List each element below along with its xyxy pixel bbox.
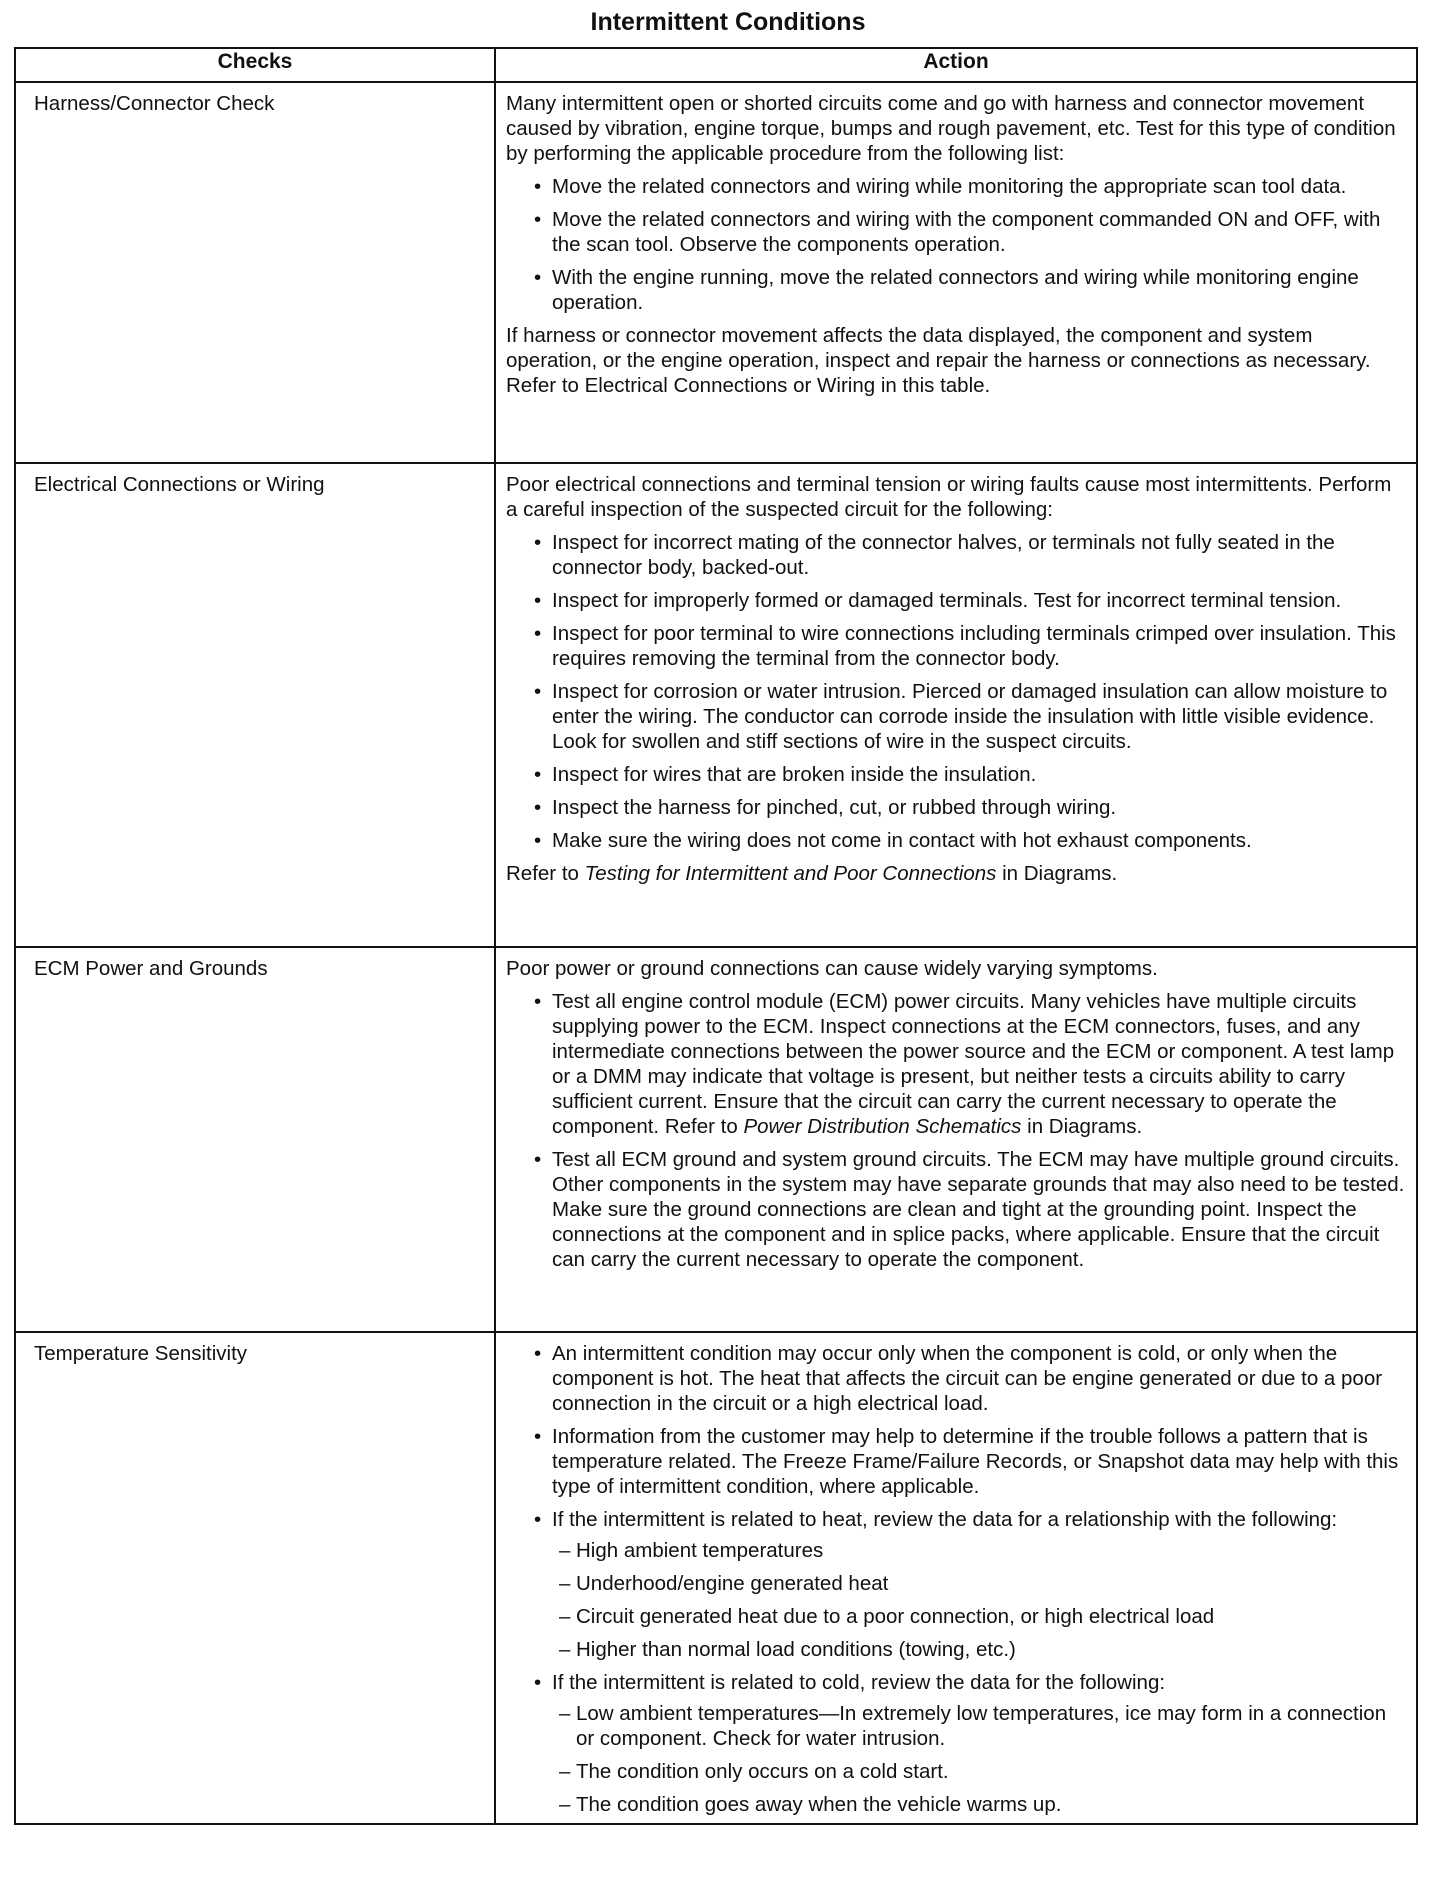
sub-list — [552, 1701, 1406, 1817]
list-item: • Inspect for improperly formed or damaged terminals. Test for incorrect terminal tension. — [552, 588, 1406, 613]
list-item: • An intermittent condition may occur only when the component is cold, or only when the component is hot. The heat that affects the circuit can be engine generated or due to a poor connection in the circuit or a high electrical load. — [552, 1341, 1406, 1416]
document-title: Intermittent Conditions — [590, 8, 866, 36]
table-row — [15, 947, 1417, 1332]
list-item: • With the engine running, move the related connectors and wiring while monitoring engine operation. — [552, 265, 1406, 315]
action-intro: Poor electrical connections and terminal tension or wiring faults cause most intermittents. Perform a careful inspection of the suspected circuit for the following: — [506, 473, 1392, 521]
action-cell — [495, 1332, 1417, 1824]
sub-list — [552, 1538, 1406, 1662]
bullet-text: If the intermittent is related to cold, review the data for the following: — [552, 1671, 1166, 1694]
bullet-list — [506, 174, 1406, 315]
outro-text: Refer to — [506, 862, 585, 885]
list-item: • Move the related connectors and wiring while monitoring the appropriate scan tool data. — [552, 174, 1406, 199]
list-item — [552, 1670, 1406, 1817]
list-item: • Move the related connectors and wiring with the component commanded ON and OFF, with the scan tool. Observe the components operation. — [552, 207, 1406, 257]
list-item: • Inspect the harness for pinched, cut, or rubbed through wiring. — [552, 795, 1406, 820]
check-label: Harness/Connector Check — [15, 82, 495, 463]
bullet-list — [506, 530, 1406, 853]
action-outro: If harness or connector movement affects the data displayed, the component and system operation, or the engine operation, inspect and repair the harness or connections as necessary. Refer to Electrical Connections or Wiring in this table. — [506, 324, 1371, 397]
sub-item: – Higher than normal load conditions (towing, etc.) — [576, 1637, 1406, 1662]
header-action: Action — [495, 48, 1417, 82]
table-row — [15, 82, 1417, 463]
list-item: • Inspect for incorrect mating of the connector halves, or terminals not fully seated in the connector body, backed-out. — [552, 530, 1406, 580]
sub-item: – Circuit generated heat due to a poor connection, or high electrical load — [576, 1604, 1406, 1629]
action-cell — [495, 947, 1417, 1332]
list-item: • Test all ECM ground and system ground circuits. The ECM may have multiple ground circuits. Other components in the system may have separate grounds that may also need to be tested. Make sure the ground connections are clean and tight at the grounding point. Inspect the connections at the component and in splice packs, where applicable. Ensure that the circuit can carry the current necessary to operate the component. — [552, 1147, 1406, 1272]
bullet-list — [506, 1341, 1406, 1817]
list-item: • Inspect for wires that are broken inside the insulation. — [552, 762, 1406, 787]
check-label: Electrical Connections or Wiring — [15, 463, 495, 947]
check-label: ECM Power and Grounds — [15, 947, 495, 1332]
outro-text: in Diagrams. — [996, 862, 1118, 885]
list-item: • Inspect for corrosion or water intrusion. Pierced or damaged insulation can allow moisture to enter the wiring. The conductor can corrode inside the insulation with little visible evidence. Look for swollen and stiff sections of wire in the suspect circuits. — [552, 679, 1406, 754]
list-item: • Information from the customer may help to determine if the trouble follows a pattern that is temperature related. The Freeze Frame/Failure Records, or Snapshot data may help with this type of intermittent condition, where applicable. — [552, 1424, 1406, 1499]
reference-title: Testing for Intermittent and Poor Connections — [584, 862, 997, 885]
sub-item: – Low ambient temperatures—In extremely low temperatures, ice may form in a connection or component. Check for water intrusion. — [576, 1701, 1406, 1751]
header-row — [15, 48, 1417, 82]
table-row — [15, 463, 1417, 947]
bullet-text: in Diagrams. — [1021, 1115, 1143, 1138]
header-checks: Checks — [15, 48, 495, 82]
list-item: • Inspect for poor terminal to wire connections including terminals crimped over insulation. This requires removing the terminal from the connector body. — [552, 621, 1406, 671]
bullet-text: If the intermittent is related to heat, review the data for a relationship with the following: — [552, 1508, 1338, 1531]
bullet-list — [506, 989, 1406, 1272]
action-cell — [495, 82, 1417, 463]
action-intro: Many intermittent open or shorted circuits come and go with harness and connector movement caused by vibration, engine torque, bumps and rough pavement, etc. Test for this type of condition by performing the applicable procedure from the following list: — [506, 92, 1396, 165]
action-outro — [506, 861, 1406, 886]
sub-item: – The condition goes away when the vehicle warms up. — [576, 1792, 1406, 1817]
sub-item: – High ambient temperatures — [576, 1538, 1406, 1563]
list-item — [552, 989, 1406, 1139]
table-row — [15, 1332, 1417, 1824]
list-item — [552, 1507, 1406, 1662]
list-item: • Make sure the wiring does not come in contact with hot exhaust components. — [552, 828, 1406, 853]
reference-title: Power Distribution Schematics — [743, 1115, 1022, 1138]
bullet-text: Test all engine control module (ECM) power circuits. Many vehicles have multiple circuits supplying power to the ECM. Inspect connections at the ECM connectors, fuses, and any intermediate connections between the power source and the ECM or component. A test lamp or a DMM may indicate that voltage is present, but neither tests a circuits ability to carry sufficient current. Ensure that the circuit can carry the current necessary to operate the component. Refer to — [552, 990, 1395, 1138]
action-cell — [495, 463, 1417, 947]
sub-item: – Underhood/engine generated heat — [576, 1571, 1406, 1596]
sub-item: – The condition only occurs on a cold start. — [576, 1759, 1406, 1784]
intermittent-conditions-table — [14, 47, 1418, 1825]
check-label: Temperature Sensitivity — [15, 1332, 495, 1824]
action-intro: Poor power or ground connections can cause widely varying symptoms. — [506, 957, 1158, 980]
